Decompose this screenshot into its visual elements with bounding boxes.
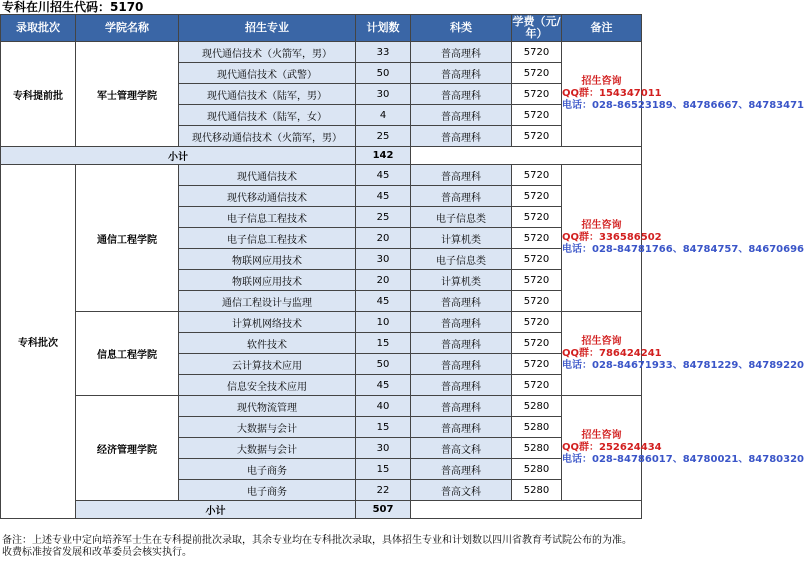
major-cell: 大数据与会计 [179,438,356,459]
category-cell: 普高理科 [411,396,512,417]
category-cell: 普高理科 [411,375,512,396]
table-row [1,165,642,186]
major-cell: 云计算技术应用 [179,354,356,375]
major-cell: 电子商务 [179,480,356,501]
contact-phone: 电话：028-84786017、84780021、84780320 [562,454,804,465]
fee-cell: 5720 [512,333,562,354]
plan-cell: 15 [356,417,411,438]
fee-cell: 5720 [512,207,562,228]
plan-cell: 25 [356,207,411,228]
major-cell: 现代移动通信技术（火箭军，男） [179,126,356,147]
fee-cell: 5720 [512,126,562,147]
category-cell: 普高理科 [411,333,512,354]
plan-cell: 15 [356,459,411,480]
plan-cell: 10 [356,312,411,333]
plan-cell: 30 [356,438,411,459]
header-fee: 学费（元/年） [512,15,561,40]
page-title: 专科在川招生代码：5170 [2,0,144,14]
subtotal-row [1,147,642,165]
fee-cell: 5720 [512,42,562,63]
major-cell: 电子信息工程技术 [179,207,356,228]
major-cell: 现代通信技术（陆军，男） [179,84,356,105]
plan-cell: 45 [356,291,411,312]
fee-cell: 5280 [512,438,562,459]
table-row [1,312,642,333]
major-cell: 电子商务 [179,459,356,480]
category-cell: 普高理科 [411,417,512,438]
college-cell: 经济管理学院 [76,396,179,501]
plan-cell: 20 [356,228,411,249]
header-category: 科类 [411,15,512,42]
table-row [1,42,642,63]
major-cell: 现代物流管理 [179,396,356,417]
plan-cell: 50 [356,354,411,375]
header-major: 招生专业 [179,15,356,42]
fee-cell: 5720 [512,375,562,396]
category-cell: 普高理科 [411,126,512,147]
major-cell: 现代通信技术（陆军，女） [179,105,356,126]
category-cell: 计算机类 [411,228,512,249]
plan-cell: 22 [356,480,411,501]
major-cell: 计算机网络技术 [179,312,356,333]
fee-cell: 5720 [512,105,562,126]
fee-cell: 5280 [512,417,562,438]
fee-cell: 5720 [512,228,562,249]
fee-cell: 5720 [512,165,562,186]
category-cell: 普高理科 [411,312,512,333]
contact-note [562,165,804,312]
plan-cell: 30 [356,84,411,105]
major-cell: 现代通信技术（武警） [179,63,356,84]
major-cell: 现代通信技术（火箭军，男） [179,42,356,63]
college-cell: 军士管理学院 [76,42,179,147]
header-college: 学院名称 [76,15,179,42]
fee-cell: 5720 [512,249,562,270]
plan-cell: 15 [356,333,411,354]
category-cell: 普高理科 [411,165,512,186]
plan-cell: 45 [356,165,411,186]
header-plan: 计划数 [356,15,411,42]
fee-cell: 5720 [512,84,562,105]
subtotal-value: 142 [356,147,411,165]
major-cell: 物联网应用技术 [179,270,356,291]
table-body [1,42,804,519]
plan-cell: 33 [356,42,411,63]
fee-cell: 5720 [512,186,562,207]
plan-cell: 45 [356,186,411,207]
fee-cell: 5720 [512,312,562,333]
batch-cell: 专科提前批 [1,42,76,147]
header-batch: 录取批次 [1,15,76,42]
contact-note [562,42,804,147]
plan-cell: 20 [356,270,411,291]
contact-label: 招生咨询 [581,220,622,231]
college-cell: 信息工程学院 [76,312,179,396]
plan-cell: 30 [356,249,411,270]
category-cell: 普高理科 [411,186,512,207]
table-row [1,396,642,417]
contact-phone: 电话：028-86523189、84786667、84783471 [562,100,804,111]
table-header-row [1,15,642,42]
contact-note [562,396,804,501]
major-cell: 大数据与会计 [179,417,356,438]
contact-qq: QQ群：336586502 [562,232,662,243]
category-cell: 普高理科 [411,63,512,84]
contact-label: 招生咨询 [581,76,622,87]
subtotal-label: 小计 [1,147,356,165]
fee-cell: 5280 [512,480,562,501]
admission-table [0,14,804,519]
plan-cell: 45 [356,375,411,396]
major-cell: 通信工程设计与监理 [179,291,356,312]
major-cell: 软件技术 [179,333,356,354]
fee-cell: 5720 [512,291,562,312]
header-note: 备注 [562,15,642,42]
plan-cell: 25 [356,126,411,147]
college-cell: 通信工程学院 [76,165,179,312]
contact-phone: 电话：028-84781766、84784757、84670696 [562,244,804,255]
category-cell: 普高理科 [411,291,512,312]
contact-qq: QQ群：154347011 [562,88,662,99]
subtotal-row [1,501,642,519]
contact-qq: QQ群：252624434 [562,442,662,453]
contact-label: 招生咨询 [581,430,622,441]
major-cell: 现代移动通信技术 [179,186,356,207]
category-cell: 电子信息类 [411,249,512,270]
contact-label: 招生咨询 [581,335,622,347]
major-cell: 物联网应用技术 [179,249,356,270]
contact-note [562,312,804,396]
major-cell: 现代通信技术 [179,165,356,186]
category-cell: 计算机类 [411,270,512,291]
subtotal-blank [411,147,642,165]
fee-cell: 5280 [512,459,562,480]
footer-note: 备注：上述专业中定向培养军士生在专科提前批次录取，其余专业均在专科批次录取，具体招生专业和计划数以四川省教育考试院公布的为准。收费标准按省发展和改革委员会核实执行。 [2,535,632,558]
fee-cell: 5720 [512,63,562,84]
category-cell: 普高文科 [411,438,512,459]
contact-qq: QQ群：786424241 [562,347,662,359]
category-cell: 普高理科 [411,42,512,63]
fee-cell: 5720 [512,354,562,375]
batch-cell: 专科批次 [1,165,76,519]
major-cell: 电子信息工程技术 [179,228,356,249]
category-cell: 普高理科 [411,459,512,480]
subtotal-label: 小计 [76,501,356,519]
subtotal-blank [411,501,642,519]
fee-cell: 5280 [512,396,562,417]
category-cell: 电子信息类 [411,207,512,228]
subtotal-value: 507 [356,501,411,519]
category-cell: 普高理科 [411,84,512,105]
major-cell: 信息安全技术应用 [179,375,356,396]
fee-cell: 5720 [512,270,562,291]
category-cell: 普高文科 [411,480,512,501]
plan-cell: 4 [356,105,411,126]
category-cell: 普高理科 [411,105,512,126]
plan-cell: 50 [356,63,411,84]
contact-phone: 电话：028-84671933、84781229、84789220 [562,359,804,371]
category-cell: 普高理科 [411,354,512,375]
plan-cell: 40 [356,396,411,417]
